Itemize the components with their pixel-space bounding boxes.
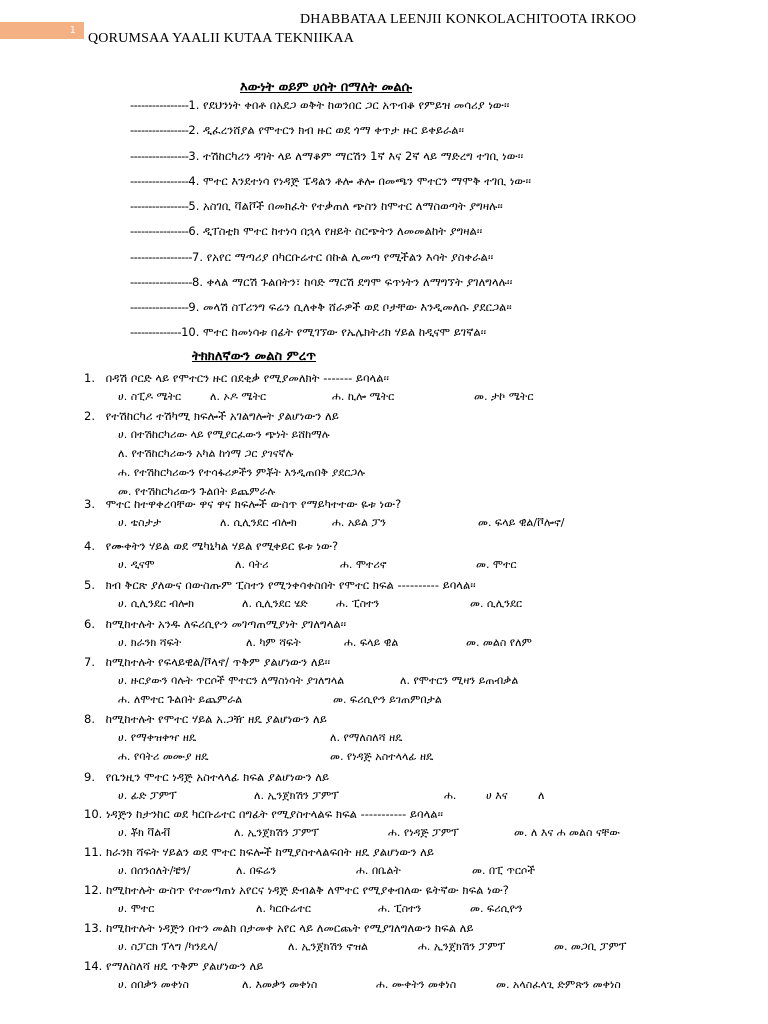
answer-option[interactable]: መ. ሞተር [476,558,517,571]
question-text: ክራንክ ሻፍት ሃይልን ወደ ሞተር ክፍሎች ከሚያስተላልፍበት ዘዴ ያልሆነውን ለይ [105,845,434,859]
answer-option[interactable]: ለ. ባትሪ [235,558,269,571]
answer-option[interactable]: መ. የነዳጅ አስተላላፊ ዘዴ [330,750,434,763]
question-number: 10. [84,807,103,821]
answer-option[interactable]: መ. በፒ ጥርሶች [472,864,536,877]
answer-option[interactable]: ሀ. ሲሊንደር ብሎክ [118,597,195,610]
answer-option[interactable]: ሐ. ለሞተር ጉልበት ይጨምራል [118,693,243,706]
answer-option[interactable]: ለ. የተሽከርካሪውን አካል ከጎማ ጋር ያገናኛሉ [118,447,294,460]
item-text: የአየር ማጣሪያ በካርቡሬተር በኩል ሊመጣ የሚችልን እሳት ያስቀራል፡፡ [203,250,494,264]
question [84,712,327,727]
answer-option[interactable]: መ. ፍሪሲዮን ይገጠምበታል [333,693,442,706]
answer-blank: ----------------- [130,275,193,289]
question [84,959,263,974]
answer-blank: ---------------- [130,174,189,188]
item-number: 5. [188,199,200,213]
item-number: 9. [188,300,200,314]
answer-option[interactable]: ሐ. የባትሪ መሙያ ዘዴ [118,750,209,763]
answer-option[interactable]: ሐ. ሙቀትን መቀነስ [376,978,457,991]
answer-option[interactable]: ሐ. ኪሎ ሜትር [332,390,395,403]
answer-option[interactable]: ሀ. ቴስታታ [118,516,162,529]
item-text: ቀላል ማርሽ ጉልበትን፣ ከባድ ማርሽ ደግሞ ፍጥነትን ለማግኘት ያገለግላሉ፡፡ [203,275,513,289]
answer-option[interactable]: መ. ፍላይ ዊል/ቮሎኖ/ [478,516,565,529]
question-number: 11. [84,845,103,859]
item-number: 7. [192,250,204,264]
answer-option[interactable]: መ. ሲሊንደር [470,597,523,610]
question-text: ክብ ቅርጽ ያለውና በውስጡም ፒስተን የሚንቀሳቀስበት የሞተር ክፍል ---------- ይባላል፡፡ [105,578,476,592]
answer-blank: ---------------- [130,300,189,314]
answer-option[interactable]: ሐ. በቤልት [356,864,401,877]
question-number: 7. [84,655,95,669]
tf-item [130,250,493,265]
answer-option[interactable]: ለ. ካም ሻፍት [246,636,301,649]
item-number: 1. [188,98,200,112]
answer-option[interactable]: መ. ለ እና ሐ መልስ ናቸው [514,826,620,839]
answer-option[interactable]: ለ. ካርቡሬተር [256,902,311,915]
answer-option[interactable]: ሀ. ክራንክ ሻፍት [118,636,182,649]
answer-option[interactable]: ሀ. ስፒዶ ሜትር [118,390,182,403]
answer-option[interactable]: ሐ. ፒስተን [378,902,422,915]
question [84,770,329,785]
answer-option[interactable]: ሐ. ፒስተን [336,597,380,610]
item-text: ዲፐስቲክ ሞተር ከተነሳ በኋላ የዘይት ስርጭትን ለመመልከት ያግዛል፡፡ [199,224,483,238]
answer-blank: ---------------- [130,199,189,213]
multiple-choice-title: ትክክለኛውን መልስ ምረጥ [192,349,316,364]
question [84,807,443,822]
answer-option[interactable]: መ. አላስፈላጊ ድምጽን መቀነስ [496,978,621,991]
answer-blank: ---------------- [130,224,189,238]
answer-option[interactable]: ለ. ኢንጀክሽን ፓምፕ [254,789,339,802]
true-false-title: እውነት ወይም ሀሰት በማለት መልሱ [240,80,413,95]
question-number: 4. [84,539,95,553]
answer-option[interactable]: ሀ. ሞተር [118,902,155,915]
answer-option[interactable]: ሐ. [444,789,457,802]
answer-option[interactable]: ሐ. የተሽከርካሪውን የተሳፋሪዎችን ምቾት እንዲጠበቅ ያደርጋሉ [118,466,366,479]
answer-option[interactable]: ሐ. ኢንጀክሽን ፓምፕ [418,940,506,953]
question-number: 8. [84,712,95,726]
item-text: መላሽ ስፐሪንግ ፍሬን ሲለቀቅ ሸራዎች ወደ ቦታቸው እንዲመለሱ ያደርጋል፡፡ [199,300,512,314]
answer-option[interactable]: ለ. በፍሬን [236,864,277,877]
question [84,883,509,898]
answer-option[interactable]: ሀ. ሰበቃን መቀነስ [118,978,189,991]
question-number: 3. [84,497,95,511]
item-text: ሞተር ከመነሳቱ በፊት የሚገኘው የኤሌክትሪክ ሃይል ከዲናሞ ይገኛል፡፡ [199,325,487,339]
question-text: ነዳጅን ከታንከር ወደ ካርቡሬተር በግፊት የሚያስተላልፍ ክፍል ----------- ይባላል፡፡ [105,807,443,821]
question [84,371,389,386]
tf-item [130,300,512,315]
tf-item [130,174,531,189]
answer-blank: ---------------- [130,149,189,163]
item-text: ዲፈረንሸያል የሞተርን ክብ ዙር ወደ ጎማ ቀጥታ ዙር ይቀይራል፡፡ [199,123,465,137]
question-text: ከሚከተሉት አንዱ ለፍሪሲዮን መገጣጠሚያነት ያገለግላል፡፡ [105,617,347,631]
question [84,617,346,632]
item-text: ተሽከርካሪን ዳገት ላይ ለማቆም ማርሽን 1ኛ እና 2ኛ ላይ ማድረግ ተገቢ ነው፡፡ [199,149,524,163]
question-text: ከሚከተሉት ውስጥ የተመጣጠነ አየርና ነዳጅ ድብልቅ ለሞተር የሚያቀብለው ዬትኛው ክፍል ነው? [105,883,509,897]
question-number: 9. [84,770,95,784]
answer-option[interactable]: ሀ. ስፓርክ ፕላግ /ካንዴላ/ [118,940,218,953]
question [84,921,473,936]
question-text: የማለስለሻ ዘዴ ጥቅም ያልሆነውን ለይ [105,959,264,973]
answer-option[interactable]: ሐ. የነዳጅ ፓምፕ [388,826,459,839]
header-line-2: QORUMSAA YAALII KUTAA TEKNIIKAA [88,31,355,46]
question-text: ከሚከተሉት የፍላይዊል/ቮላኖ/ ጥቅም ያልሆነውን ለይ፡፡ [105,655,331,669]
question-number: 5. [84,578,95,592]
item-number: 4. [188,174,200,188]
answer-option[interactable]: ለ. የሞተርን ሚዛን ይጠብቃል [400,674,519,687]
tf-item [130,149,523,164]
answer-option[interactable]: ሀ. በተሽከርካሪው ላይ የሚያርፈውን ጭነት ይሸከማሉ [118,428,330,441]
answer-blank: ---------------- [130,98,189,112]
question-text: የቤንዚን ሞተር ነዳጅ አስተላላፊ ክፍል ያልሆነውን ለይ [105,770,330,784]
question [84,578,476,593]
answer-option[interactable]: ሐ. ሞተሪኖ [340,558,387,571]
question [84,409,339,424]
question-number: 13. [84,921,103,935]
item-number: 2. [188,123,200,137]
answer-blank: ----------------- [130,250,193,264]
answer-option[interactable]: መ. መልስ የለም [466,636,532,649]
answer-option[interactable]: ሀ. ዙርያውን ባሉት ጥርሶች ሞተርን ለማስነሳት ያገለግላል [118,674,345,687]
answer-option[interactable]: ሀ. ፊድ ፓምፕ [118,789,177,802]
tf-item [130,98,509,113]
answer-option[interactable]: ለ. ሲሊንደር ሄድ [242,597,308,610]
item-text: አስገቢ ቫልቮች በመክፈት የተቃጠለ ጭስን ከሞተር ለማስወጣት ያግዛሉ፡፡ [199,199,503,213]
item-text: ሞተር እንደተነሳ የነዳጅ ፔዳልን ቶሎ ቶሎ በመጫን ሞተርን ማሞቅ ተገቢ ነው፡፡ [199,174,531,188]
answer-option[interactable]: ሀ. የማቀዝቀዣ ዘዴ [118,731,197,744]
answer-option[interactable]: ለ. ሲሊንደር ብሎክ [220,516,297,529]
answer-option[interactable]: ሀ እና [486,789,508,802]
question-text: የተሽከርካሪ ተሽካሚ ክፍሎች አገልግሎት ያልሆነውን ለይ [105,409,339,423]
item-number: 3. [188,149,200,163]
question-number: 6. [84,617,95,631]
item-number: 6. [188,224,200,238]
answer-option[interactable]: ለ. እመቃን መቀነስ [242,978,318,991]
answer-option[interactable]: መ. ፍሪሲዮን [470,902,523,915]
answer-option[interactable]: ሐ. አይል ፓን [332,516,386,529]
tf-item [130,199,503,214]
item-text: የደህንነት ቀበቶ በአደጋ ወቅት ከወንበር ጋር አጥብቆ የምይዝ መሳሪያ ነው፡፡ [199,98,510,112]
question-text: ከሚከተሉት ነዳጅን በተን መልክ በታመቀ አየር ላይ ለመርጨት የሚያገለግለውን ክፍል ለይ [105,921,474,935]
question [84,655,330,670]
item-number: 8. [192,275,204,289]
page-number: 1 [0,22,84,39]
question-text: የሙቀትን ሃይል ወደ ሜካኒካል ሃይል የሚቀይር ዬቱ ነው? [105,539,339,553]
question-number: 1. [84,371,95,385]
question-text: ከሚከተሉት የሞተር ሃይል አ.ጋዥ ዘዴ ያልሆነውን ለይ [105,712,327,726]
answer-blank: ---------------- [130,123,189,137]
tf-item [130,224,482,239]
question [84,539,338,554]
tf-item [130,123,464,138]
tf-item [130,275,512,290]
question-number: 12. [84,883,103,897]
answer-option[interactable]: መ. ታኮ ሜትር [474,390,534,403]
question-text: በዳሽ ቦርድ ላይ የሞተርን ዙር በደቂቃ የሚያመለክት ------- ይባላል፡፡ [105,371,389,385]
answer-option[interactable]: ለ. የማለስለሻ ዘዴ [330,731,403,744]
answer-option[interactable]: መ. መጋቢ ፓምፕ [554,940,627,953]
answer-option[interactable]: ለ. ኢንጀክሽን ፓምፕ [234,826,319,839]
answer-blank: -------------- [130,325,182,339]
answer-option[interactable]: ለ. ኦዶ ሜትር [210,390,267,403]
answer-option[interactable]: ለ. ኢንጀክሽን ኖዝል [288,940,368,953]
answer-option[interactable]: ሀ. ዲናሞ [118,558,155,571]
answer-option[interactable]: ለ [538,789,545,802]
tf-item [130,325,486,340]
question-number: 14. [84,959,103,973]
answer-option[interactable]: ሀ. ቾክ ቫልቭ [118,826,171,839]
question [84,497,401,512]
item-number: 10. [181,325,200,339]
header-line-1: DHABBATAA LEENJII KONKOLACHITOOTA IRKOO [300,12,637,27]
question-text: ሞተር ከተዋቀረባቸው ዋና ዋና ክፍሎች ውስጥ የማይካተተው ዬቱ ነው? [105,497,402,511]
answer-option[interactable]: መ. የተሽከርካሪውን ጉልበት ይጨምራሉ [118,485,276,498]
question [84,845,434,860]
answer-option[interactable]: ሐ. ፍላይ ዊል [344,636,399,649]
question-number: 2. [84,409,95,423]
answer-option[interactable]: ሀ. በሰንሰለት/ቼን/ [118,864,191,877]
